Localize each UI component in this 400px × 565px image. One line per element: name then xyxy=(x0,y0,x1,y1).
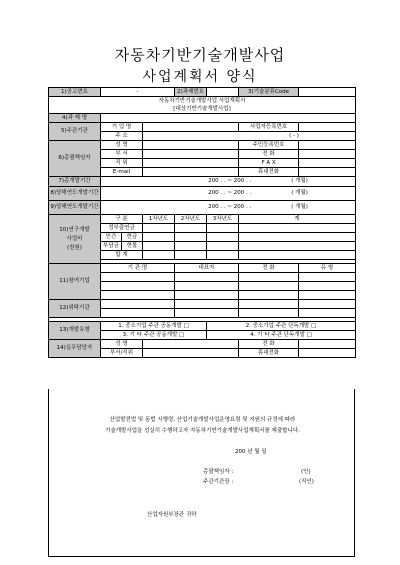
biz-reg-field[interactable] xyxy=(299,123,356,132)
project-name-field[interactable] xyxy=(101,114,356,123)
cash-label: 현금 xyxy=(122,233,143,242)
burden-label: 부담금 xyxy=(101,242,122,251)
dev-type-option2[interactable]: 2. 중소기업 주관 단독개발 □ xyxy=(207,322,356,331)
tech-code-value[interactable] xyxy=(299,88,356,97)
notice-line2: [대상기반기술개발사업] xyxy=(49,105,356,114)
signer2-seal: (직인) xyxy=(299,479,314,485)
dept-field[interactable] xyxy=(143,150,239,159)
practical-dept-field[interactable] xyxy=(143,349,239,358)
gov-fund-label: 정부출연금 xyxy=(101,224,143,233)
private-label: 민간 xyxy=(101,233,122,242)
company-name-label: 기 업 명 xyxy=(101,123,143,132)
in-kind-label: 현물 xyxy=(122,242,143,251)
fax-label: F A X xyxy=(239,159,299,168)
dev-type-label: 13)개발유형 xyxy=(49,322,101,340)
practical-mobile-label: 휴대전화 xyxy=(239,349,299,358)
page-subtitle: 사업계획서 양식 xyxy=(142,69,258,85)
budget-col-year3: 3차년도 xyxy=(207,215,239,224)
phone-field[interactable] xyxy=(299,150,356,159)
tech-code-label: 3)기술분류Code xyxy=(239,88,299,97)
practical-phone-label: 전 화 xyxy=(239,340,299,349)
commission-label: 12)위탁기관 xyxy=(49,300,101,318)
budget-col-year2: 2차년도 xyxy=(175,215,207,224)
budget-col-category: 구 분 xyxy=(101,215,143,224)
mobile-field[interactable] xyxy=(299,168,356,177)
lead-org-label: 5)주관기관 xyxy=(49,123,101,141)
position-label: 직 위 xyxy=(101,159,143,168)
zip-code: ( - ) xyxy=(289,132,299,139)
header-row xyxy=(49,88,356,97)
email-label: E-mail xyxy=(101,168,143,177)
announcement-label: 1)공고번호 xyxy=(49,88,101,97)
practical-phone-field[interactable] xyxy=(299,340,356,349)
budget-col-total: 계 xyxy=(239,215,356,224)
practical-name-label: 성 명 xyxy=(101,340,143,349)
budget-total-label: 합 계 xyxy=(101,251,143,260)
year-period-field-2[interactable]: 200 . . ~ 200 . . ( 개월) xyxy=(101,201,356,215)
phone-label: 전 화 xyxy=(239,150,299,159)
dev-type-option1[interactable]: 1. 중소기업 주관 공동개발 □ xyxy=(101,322,207,331)
participants-label: 11)참여기업 xyxy=(49,264,101,300)
project-name-label: 4)과 제 명 xyxy=(49,114,101,123)
year-period-label: 8)당해연도개발기간 xyxy=(49,187,101,201)
address-label: 주 소 xyxy=(101,132,143,141)
position-field[interactable] xyxy=(143,159,239,168)
manager-label: 6)총괄책임자 xyxy=(49,141,101,177)
project-number-label: 2)과제번호 xyxy=(175,88,207,97)
practical-label: 14)실무담당자 xyxy=(49,340,101,358)
participants-col-name: 기 관 명 xyxy=(101,264,175,273)
participants-col-phone: 전 화 xyxy=(239,264,299,273)
practical-dept-label: 부서/직위 xyxy=(101,349,143,358)
declaration-date[interactable]: 200 년 월 일 xyxy=(235,449,267,455)
participants-col-rep: 대표자 xyxy=(175,264,239,273)
year-period-label-2: 9)당해연도개발기간 xyxy=(49,201,101,215)
addressee: 산업자원부장관 귀하 xyxy=(147,512,197,518)
total-period-label: 7)총개발기간 xyxy=(49,177,101,187)
signer2-label: 주관기관장 : xyxy=(203,479,234,485)
manager-name-field[interactable] xyxy=(143,141,239,150)
address-field[interactable] xyxy=(143,132,356,141)
company-name-field[interactable] xyxy=(143,123,239,132)
email-field[interactable] xyxy=(143,168,239,177)
biz-reg-label: 사업자등록번호 xyxy=(239,123,299,132)
year-period-field[interactable]: 200 . . ~ 200 . . ( 개월) xyxy=(101,187,356,201)
participants-col-type: 유 형 xyxy=(299,264,356,273)
notice-line1: 자동차기반기술개발사업 사업계획서 xyxy=(49,97,356,106)
total-period-field[interactable]: 200 . . ~ 200 . . ( 개월) xyxy=(101,177,356,187)
manager-name-label: 성 명 xyxy=(101,141,143,150)
dept-label: 부 서 xyxy=(101,150,143,159)
announcement-value[interactable]: - xyxy=(101,88,175,97)
resident-number-field[interactable] xyxy=(299,141,356,150)
signer1-seal: (인) xyxy=(301,469,311,475)
declaration-section xyxy=(48,389,355,557)
budget-col-year1: 1차년도 xyxy=(143,215,175,224)
declaration-line2: 기술개발사업을 성실히 수행하고자 자동차기반기술개발사업계획서를 제출합니다. xyxy=(105,428,300,434)
application-form xyxy=(48,87,356,358)
project-number-value[interactable] xyxy=(207,88,239,97)
mobile-label: 휴대전화 xyxy=(239,168,299,177)
budget-label: 10)연구개발 사업비 (천원) xyxy=(49,215,101,264)
fax-field[interactable] xyxy=(299,159,356,168)
resident-number-label: 주민등록번호 xyxy=(239,141,299,150)
dev-type-option3[interactable]: 3. 기 타 주관 공동개발 □ xyxy=(101,331,207,340)
dev-type-option4[interactable]: 4. 기 타 주관 단독개발 □ xyxy=(207,331,356,340)
practical-name-field[interactable] xyxy=(143,340,239,349)
page-title: 자동차기반기술개발사업 xyxy=(114,46,286,64)
practical-mobile-field[interactable] xyxy=(299,349,356,358)
declaration-line1: 산업발전법 및 동법 시행령, 산업기술개발사업운영요령 및 지원의 규정에 따라 xyxy=(109,417,296,423)
signer1-label: 총괄책임자 : xyxy=(203,469,234,475)
